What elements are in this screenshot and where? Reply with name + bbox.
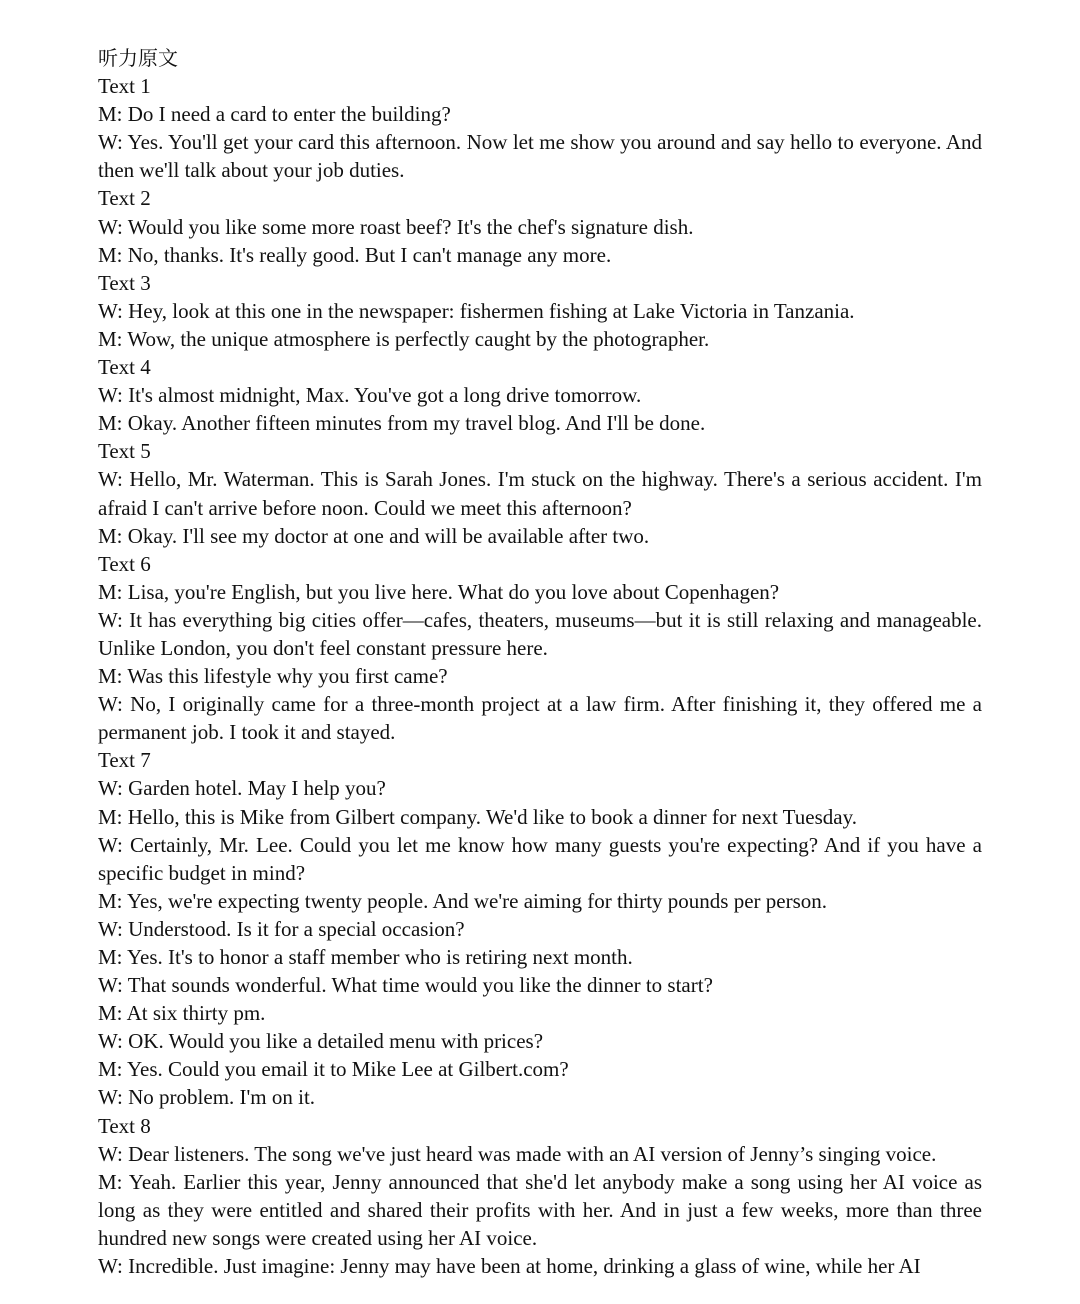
section-title: Text 3	[98, 270, 151, 295]
dialogue-line: M: At six thirty pm.	[98, 1001, 266, 1026]
section-text-2	[98, 184, 982, 268]
section-text-3	[98, 269, 982, 353]
section-text-5	[98, 437, 982, 549]
section-text-6	[98, 550, 982, 747]
section-title: Text 4	[98, 355, 151, 380]
dialogue-line: M: Yes. It's to honor a staff member who is retiring next month.	[98, 945, 633, 969]
dialogue-line: M: Okay. Another fifteen minutes from my travel blog. And I'll be done.	[98, 411, 706, 436]
dialogue-line: M: Yes, we're expecting twenty people. And we're aiming for thirty pounds per person.	[98, 888, 828, 913]
dialogue-line: W: That sounds wonderful. What time would you like the dinner to start?	[98, 973, 713, 998]
dialogue-line: W: Understood. Is it for a special occasion?	[98, 916, 465, 941]
dialogue-line: W: Incredible. Just imagine: Jenny may have been at home, drinking a glass of wine, while her AI	[98, 1254, 921, 1279]
section-title: Text 6	[98, 551, 151, 576]
section-text-1	[98, 72, 982, 184]
section-title: Text 2	[98, 186, 151, 211]
section-title: Text 8	[98, 1113, 151, 1138]
section-text-8	[98, 1112, 982, 1281]
dialogue-line: W: Garden hotel. May I help you?	[98, 776, 386, 801]
dialogue-line: M: No, thanks. It's really good. But I can't manage any more.	[98, 242, 612, 267]
section-title: Text 7	[98, 748, 151, 773]
dialogue-line: W: Certainly, Mr. Lee. Could you let me know how many guests you're expecting? And if you have a specific budget in mind?	[98, 832, 982, 885]
dialogue-line: M: Yeah. Earlier this year, Jenny announced that she'd let anybody make a song using her AI voice as long as they were entitled and shared their profits with her. And in just a few weeks, more than three hundred new songs were created using her AI voice.	[98, 1169, 982, 1250]
dialogue-line: M: Was this lifestyle why you first came?	[98, 664, 448, 689]
dialogue-line: W: Yes. You'll get your card this afternoon. Now let me show you around and say hello to everyone. And then we'll talk about your job duties.	[98, 130, 982, 183]
dialogue-line: W: OK. Would you like a detailed menu with prices?	[98, 1029, 544, 1054]
dialogue-line: M: Lisa, you're English, but you live here. What do you love about Copenhagen?	[98, 579, 780, 604]
dialogue-line: M: Hello, this is Mike from Gilbert company. We'd like to book a dinner for next Tuesday.	[98, 804, 857, 829]
section-title: Text 5	[98, 439, 151, 464]
dialogue-line: W: Dear listeners. The song we've just heard was made with an AI version of Jenny’s singing voice.	[98, 1141, 937, 1166]
dialogue-line: W: Hey, look at this one in the newspaper: fishermen fishing at Lake Victoria in Tanzania.	[98, 298, 855, 323]
document-heading: 听力原文	[98, 46, 178, 70]
dialogue-line: M: Yes. Could you email it to Mike Lee at Gilbert.com?	[98, 1057, 569, 1082]
section-text-4	[98, 353, 982, 437]
transcript-document	[98, 44, 982, 1280]
dialogue-line: W: No problem. I'm on it.	[98, 1085, 316, 1110]
dialogue-line: W: It has everything big cities offer—cafes, theaters, museums—but it is still relaxing and manageable. Unlike London, you don't feel constant pressure here.	[98, 607, 982, 660]
dialogue-line: W: It's almost midnight, Max. You've got a long drive tomorrow.	[98, 383, 642, 408]
dialogue-line: M: Okay. I'll see my doctor at one and will be available after two.	[98, 523, 650, 548]
dialogue-line: M: Wow, the unique atmosphere is perfectly caught by the photographer.	[98, 326, 710, 351]
dialogue-line: W: No, I originally came for a three-month project at a law firm. After finishing it, they offered me a permanent job. I took it and stayed.	[98, 692, 982, 745]
section-text-7	[98, 746, 982, 1111]
section-title: Text 1	[98, 74, 151, 99]
dialogue-line: W: Hello, Mr. Waterman. This is Sarah Jones. I'm stuck on the highway. There's a serious accident. I'm afraid I can't arrive before noon. Could we meet this afternoon?	[98, 467, 982, 520]
dialogue-line: M: Do I need a card to enter the building?	[98, 102, 451, 127]
dialogue-line: W: Would you like some more roast beef? It's the chef's signature dish.	[98, 214, 694, 239]
